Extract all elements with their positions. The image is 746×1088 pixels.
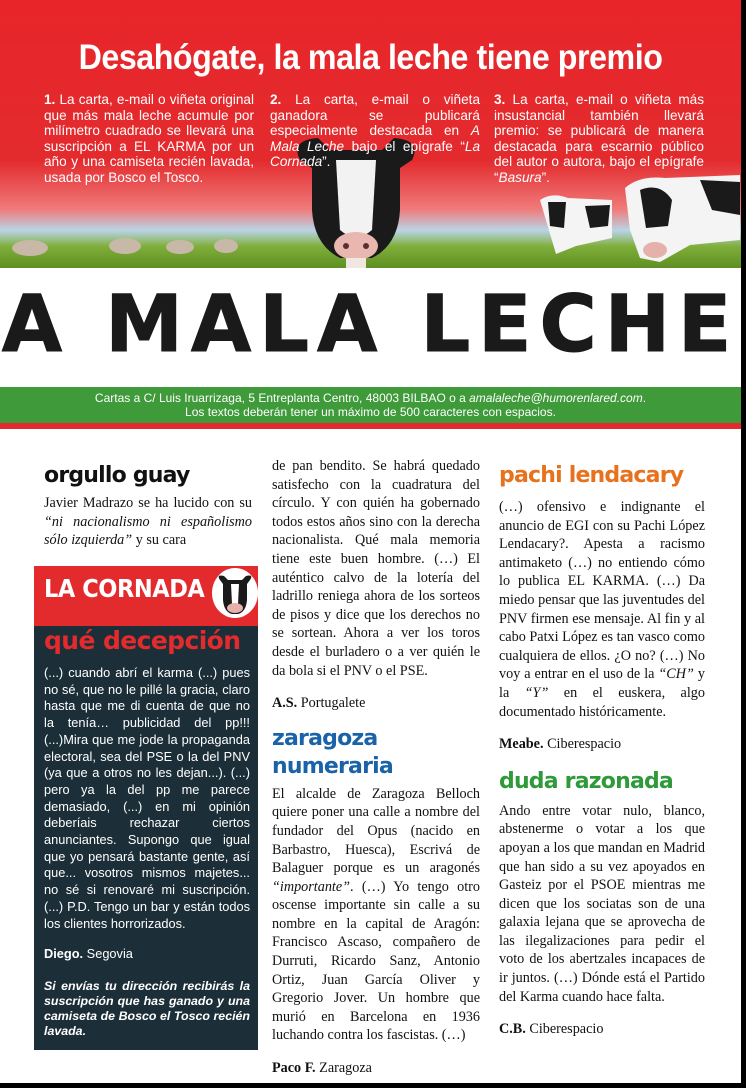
rule-1 — [44, 92, 254, 185]
letter-quote: “importante” — [272, 878, 351, 895]
rule-3-emphasis: Basura — [498, 169, 542, 185]
cow-icon-svg — [212, 568, 258, 618]
letter-signature — [499, 1020, 705, 1039]
signature-place: Portugalete — [297, 695, 366, 712]
rule-3 — [494, 92, 704, 185]
letter-orgullo-guay — [44, 462, 252, 550]
letter-heading: zaragoza numeraria — [272, 725, 393, 779]
rule-3-number: 3. — [494, 92, 506, 107]
email-link[interactable]: amalaleche@humorenlared.com — [469, 391, 643, 405]
signature-name: Paco F. — [272, 1060, 316, 1077]
signature-name: C.B. — [499, 1021, 526, 1038]
column-2 — [272, 457, 480, 1078]
letter-body — [272, 785, 480, 1045]
rule-3-text-after: ”. — [541, 169, 550, 185]
column-3 — [499, 462, 705, 1039]
rule-2-emphasis-1: A Mala Leche — [270, 123, 480, 154]
letter-signature — [499, 735, 705, 754]
signature-name: Meabe. — [499, 736, 544, 753]
prize-banner — [0, 0, 741, 268]
letter-heading: orgullo guay — [44, 463, 190, 488]
letter-body — [44, 494, 252, 550]
rule-2-number: 2. — [270, 92, 282, 107]
signature-place: Segovia — [83, 946, 133, 962]
cornada-letter-body: (...) cuando abrí el karma (...) pues no sé, que no le pillé la gracia, claro hasta que me di cuenta de que no la tenía… publicidad del pp!!! (...)Mira que me jode la propaganda electoral, sea del PSE o la del PNV (ya que a otros no les dejan...). (...) pero ya la del pp me parece demasiado, (...) en mi opinión deberíais rechazar ciertos anunciantes. Supongo que igual que yo pensará bastante gente, así que... vosotros mismos majetes... no sé si renovaré mi suscripción. (...) P.D. Tengo un bar y están todos los clientes horrorizados. — [44, 665, 250, 931]
address-line-1 — [0, 391, 741, 405]
rule-2 — [270, 92, 480, 170]
letter-continuation: de pan bendito. Se habrá quedado satisfecho con la cuadratura del círculo. Y con quién ha gobernado todos estos años sino con la derecha nacionalista. Qué mala memoria tiene este buen hombre. (…) El auténtico calvo de la lotería del ladrillo reniega ahora de los sorteos de pisos y dice que los derechos no se sortean. Ahora a ver los toros desde el burladero o a ver quién le da bola si el PNV o el PSE. — [272, 458, 480, 679]
address-bar — [0, 387, 741, 423]
rule-2-text-after: ”. — [322, 154, 331, 169]
address-prefix: Cartas a C/ Luis Iruarrizaga, 5 Entreplanta Centro, 48003 BILBAO o a — [94, 391, 470, 405]
cornada-signature — [44, 946, 250, 963]
cornada-heading: qué decepción — [44, 626, 241, 655]
signature-place: Ciberespacio — [525, 1021, 604, 1038]
la-cornada-label: LA CORNADA — [44, 574, 205, 603]
masthead-text: A MALA LECHE — [1, 280, 740, 370]
letter-signature — [272, 1059, 480, 1078]
letter-text: . (…) Yo tengo otro oscense importante sin calle a su nombre en la capital de Aragón: Francisco Ascaso, compañero de Durruti, Ricardo Sanz, Antonio Ortiz, Juan García Oliver y Gregorio Jover. Un hombre que murió en Barcelona en 1936 luchando contra los fascistas. (…) — [272, 878, 480, 1044]
masthead-title — [0, 280, 741, 370]
letter-text: Javier Madrazo se ha lucido con su — [44, 495, 252, 511]
letter-text: (…) ofensivo e indignante el anuncio de EGI con su Pachi López Lendacary?. Apesta a racismo antimaketo (…) no entiendo cómo lo publica EL KARMA. (…) Da miedo pensar que las juventudes del PNV firmen ese mensaje. Al fin y al cabo Patxi López es tan vasco como cualquiera de ellos. ¿O no? (…) No voy a entrar en el uso de la — [499, 499, 705, 683]
cow-icon — [212, 568, 258, 618]
letter-quote: “CH” — [658, 666, 694, 683]
letter-body: Ando entre votar nulo, blanco, abstenerme o votar a los que apoyan a los que mandan en Madrid que han sido a su vez apoyados en Gasteiz por el PSOE mientras me dicen que los sociatas son de una galaxia lejana que se aprovecha de las ilegalizaciones para pedir el voto de los abertzales incapaces de ir juntos. (…) Dónde está el Partido del Karma cuando hace falta. — [499, 802, 705, 1005]
letter-heading: duda razonada — [499, 768, 673, 794]
letter-quote: “Y” — [524, 684, 549, 701]
rule-2-emphasis-2: La Cornada — [270, 138, 481, 169]
cornada-prize-note: Si envías tu dirección recibirás la suscripción que has ganado y una camiseta de Bosco el Tosco recién lavada. — [44, 978, 250, 1038]
signature-place: Ciberespacio — [543, 736, 622, 753]
rule-1-text: La carta, e-mail o viñeta original que más mala leche acumule por milímetro cuadrado se llevará una suscripción a EL KARMA por un año y una camiseta recién lavada, usada por Bosco el Tosco. — [44, 92, 254, 185]
rule-3-text-before: La carta, e-mail o viñeta más insustancial también llevará premio: se publicará de manera destacada para escarnio público del autor o autora, bajo el epígrafe “ — [494, 92, 704, 185]
red-stripe — [0, 423, 741, 429]
signature-place: Zaragoza — [315, 1060, 372, 1077]
letter-text: en el euskera, algo documentado históricamente. — [499, 684, 705, 720]
cornada-letter — [44, 665, 250, 1039]
letter-body — [499, 498, 705, 721]
letter-text: y su cara — [132, 532, 187, 549]
banner-title: Desahógate, la mala leche tiene premio — [78, 38, 663, 77]
rule-2-text-mid: bajo el epígrafe “ — [344, 138, 465, 154]
address-suffix: . — [642, 391, 647, 405]
letter-text: y la — [499, 666, 705, 701]
rule-2-text-before: La carta, e-mail o viñeta ganadora se publicará especialmente destacada en — [270, 92, 481, 138]
signature-name: A.S. — [272, 695, 298, 712]
letter-text: El alcalde de Zaragoza Belloch quiere poner una calle a nombre del fundador del Opus (nacido en Barbastro, Huesca), Escrivá de Balaguer porque es un aragonés — [272, 785, 480, 877]
signature-name: Diego. — [44, 946, 84, 962]
address-line-2: Los textos deberán tener un máximo de 500 caracteres con espacios. — [185, 405, 556, 419]
letter-quote: “ni nacionalismo ni españolismo sólo izquierda” — [44, 513, 252, 549]
letter-signature — [272, 694, 480, 713]
letter-heading: pachi lendacary — [499, 463, 684, 488]
rule-1-number: 1. — [44, 92, 56, 107]
